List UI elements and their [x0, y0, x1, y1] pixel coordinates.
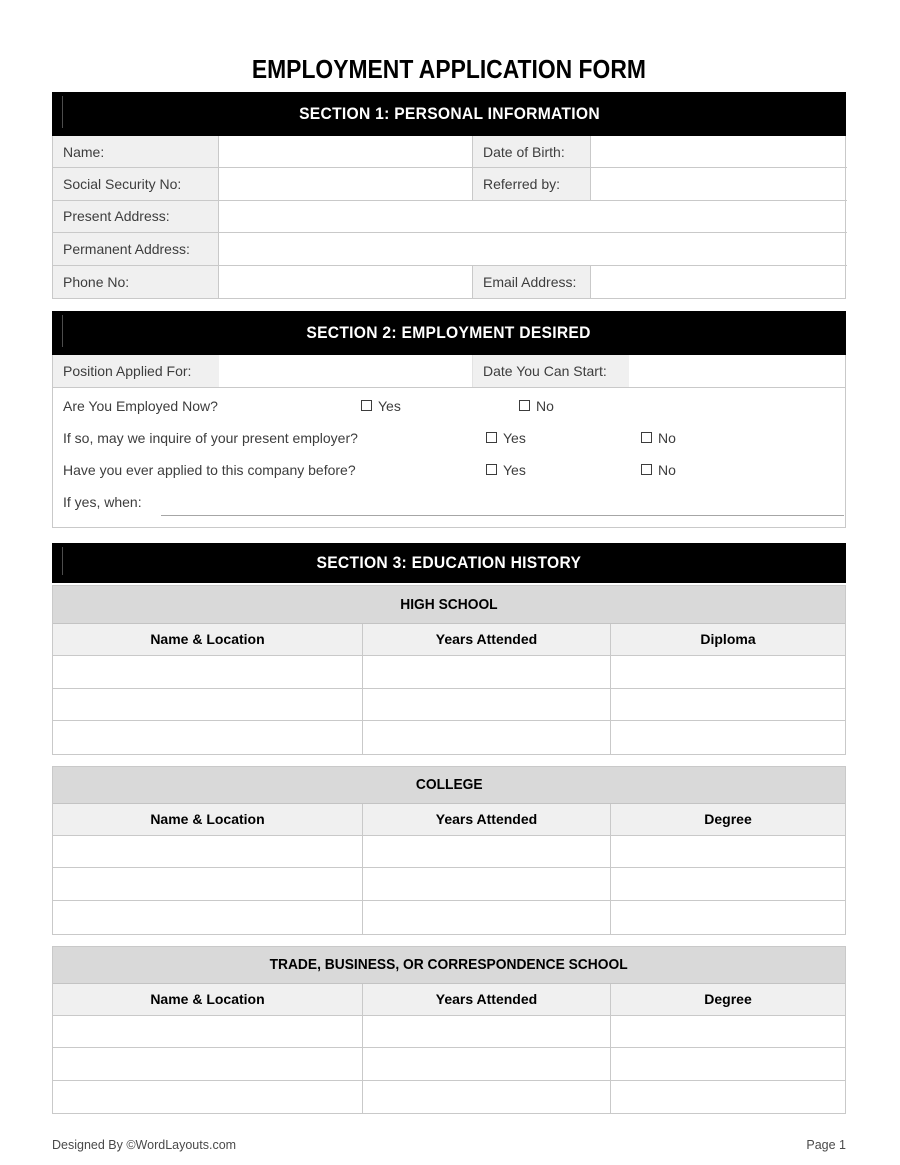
- table-cell[interactable]: [53, 656, 363, 689]
- table-cell[interactable]: [363, 836, 611, 869]
- table-cell[interactable]: [611, 901, 845, 934]
- high-school-caption-text: HIGH SCHOOL: [400, 595, 498, 613]
- name-input-cell[interactable]: [219, 136, 473, 168]
- table-row: [53, 721, 845, 754]
- table-cell[interactable]: [53, 836, 363, 869]
- table-cell[interactable]: [611, 721, 845, 754]
- college-table: [52, 766, 846, 935]
- footer-credit: Designed By ©WordLayouts.com: [52, 1138, 237, 1153]
- table-cell[interactable]: [363, 721, 611, 754]
- applied-yes-option[interactable]: [486, 462, 526, 478]
- table-cell[interactable]: [363, 1048, 611, 1081]
- dob-label: Date of Birth:: [473, 136, 591, 168]
- column-header: Degree: [611, 804, 845, 836]
- referred-label: Referred by:: [473, 168, 591, 200]
- page-footer: [52, 1138, 846, 1152]
- name-label: Name:: [53, 136, 219, 168]
- start-date-input-cell[interactable]: [629, 355, 847, 387]
- employed-yes-checkbox-icon[interactable]: [361, 400, 372, 411]
- table-cell[interactable]: [53, 689, 363, 722]
- applied-yes-label: Yes: [503, 461, 526, 478]
- table-row: [53, 836, 845, 869]
- position-row: [53, 355, 845, 388]
- table-cell[interactable]: [363, 868, 611, 901]
- column-header: Name & Location: [53, 984, 363, 1016]
- ssn-input-cell[interactable]: [219, 168, 473, 200]
- table-cell[interactable]: [611, 868, 845, 901]
- section1-header-bar: [52, 92, 846, 136]
- college-caption: [53, 767, 845, 804]
- personal-info-table: [52, 136, 846, 299]
- inquire-no-option[interactable]: [641, 430, 676, 446]
- trade-school-table: [52, 946, 846, 1115]
- inquire-yes-label: Yes: [503, 429, 526, 446]
- table-row: [53, 868, 845, 901]
- column-header: Years Attended: [363, 624, 611, 656]
- table-cell[interactable]: [53, 1048, 363, 1081]
- start-date-label: Date You Can Start:: [473, 355, 629, 387]
- table-cell[interactable]: [363, 689, 611, 722]
- inquire-yes-option[interactable]: [486, 430, 526, 446]
- table-cell[interactable]: [611, 1048, 845, 1081]
- email-input-cell[interactable]: [591, 266, 847, 298]
- page-title: [52, 54, 846, 84]
- table-cell[interactable]: [53, 901, 363, 934]
- inquire-employer-question: If so, may we inquire of your present employer?: [63, 429, 358, 446]
- inquire-yes-checkbox-icon[interactable]: [486, 432, 497, 443]
- table-cell[interactable]: [53, 1081, 363, 1114]
- table-cell[interactable]: [53, 1016, 363, 1049]
- email-label: Email Address:: [473, 266, 591, 298]
- column-header: Name & Location: [53, 804, 363, 836]
- employed-now-row: [53, 390, 845, 422]
- column-header: Years Attended: [363, 984, 611, 1016]
- employed-now-question: Are You Employed Now?: [63, 397, 218, 414]
- permanent-address-label: Permanent Address:: [53, 233, 219, 265]
- college-caption-text: COLLEGE: [415, 776, 483, 794]
- applied-before-row: [53, 454, 845, 486]
- employed-no-label: No: [536, 397, 554, 414]
- table-cell[interactable]: [611, 1016, 845, 1049]
- inquire-no-checkbox-icon[interactable]: [641, 432, 652, 443]
- applied-before-question: Have you ever applied to this company before?: [63, 461, 356, 478]
- permanent-address-input-cell[interactable]: [219, 233, 847, 265]
- inquire-employer-row: [53, 422, 845, 454]
- ssn-label: Social Security No:: [53, 168, 219, 200]
- employed-no-option[interactable]: [519, 398, 554, 414]
- table-cell[interactable]: [611, 836, 845, 869]
- applied-no-label: No: [658, 461, 676, 478]
- section3-header-text: SECTION 3: EDUCATION HISTORY: [316, 552, 582, 572]
- phone-input-cell[interactable]: [219, 266, 473, 298]
- applied-no-checkbox-icon[interactable]: [641, 464, 652, 475]
- present-address-label: Present Address:: [53, 201, 219, 233]
- column-header: Years Attended: [363, 804, 611, 836]
- table-cell[interactable]: [363, 901, 611, 934]
- column-header: Name & Location: [53, 624, 363, 656]
- trade-school-caption-text: TRADE, BUSINESS, OR CORRESPONDENCE SCHOOL: [269, 956, 629, 974]
- footer-page-number: Page 1: [806, 1138, 846, 1153]
- applied-no-option[interactable]: [641, 462, 676, 478]
- dob-input-cell[interactable]: [591, 136, 847, 168]
- section2-header-bar: [52, 311, 846, 355]
- table-row: [53, 1081, 845, 1114]
- page-title-text: EMPLOYMENT APPLICATION FORM: [251, 54, 647, 84]
- employed-yes-label: Yes: [378, 397, 401, 414]
- table-cell[interactable]: [53, 868, 363, 901]
- table-cell[interactable]: [363, 1081, 611, 1114]
- phone-label: Phone No:: [53, 266, 219, 298]
- position-input-cell[interactable]: [219, 355, 473, 387]
- if-yes-when-input[interactable]: [161, 515, 844, 516]
- table-cell[interactable]: [53, 721, 363, 754]
- table-cell[interactable]: [611, 656, 845, 689]
- table-row: [53, 901, 845, 934]
- referred-input-cell[interactable]: [591, 168, 847, 200]
- table-row: [53, 1048, 845, 1081]
- table-row: [53, 689, 845, 722]
- position-label: Position Applied For:: [53, 355, 219, 387]
- high-school-header-row: [53, 624, 845, 656]
- college-header-row: [53, 804, 845, 836]
- inquire-no-label: No: [658, 429, 676, 446]
- if-yes-when-row: [53, 486, 845, 527]
- table-cell[interactable]: [363, 1016, 611, 1049]
- if-yes-when-label: If yes, when:: [63, 493, 142, 510]
- column-header: Degree: [611, 984, 845, 1016]
- applied-yes-checkbox-icon[interactable]: [486, 464, 497, 475]
- section1-header-text: SECTION 1: PERSONAL INFORMATION: [298, 104, 600, 123]
- table-cell[interactable]: [611, 1081, 845, 1114]
- trade-school-caption: [53, 947, 845, 984]
- high-school-caption: [53, 586, 845, 624]
- employed-no-checkbox-icon[interactable]: [519, 400, 530, 411]
- section3-header-bar: [52, 543, 846, 583]
- table-row: [53, 656, 845, 689]
- employment-desired-box: [52, 355, 846, 528]
- trade-school-header-row: [53, 984, 845, 1016]
- table-cell[interactable]: [611, 689, 845, 722]
- table-cell[interactable]: [363, 656, 611, 689]
- column-header: Diploma: [611, 624, 845, 656]
- present-address-input-cell[interactable]: [219, 201, 847, 233]
- high-school-table: [52, 585, 846, 755]
- section2-header-text: SECTION 2: EMPLOYMENT DESIRED: [306, 322, 592, 342]
- table-row: [53, 1016, 845, 1049]
- employed-yes-option[interactable]: [361, 398, 401, 414]
